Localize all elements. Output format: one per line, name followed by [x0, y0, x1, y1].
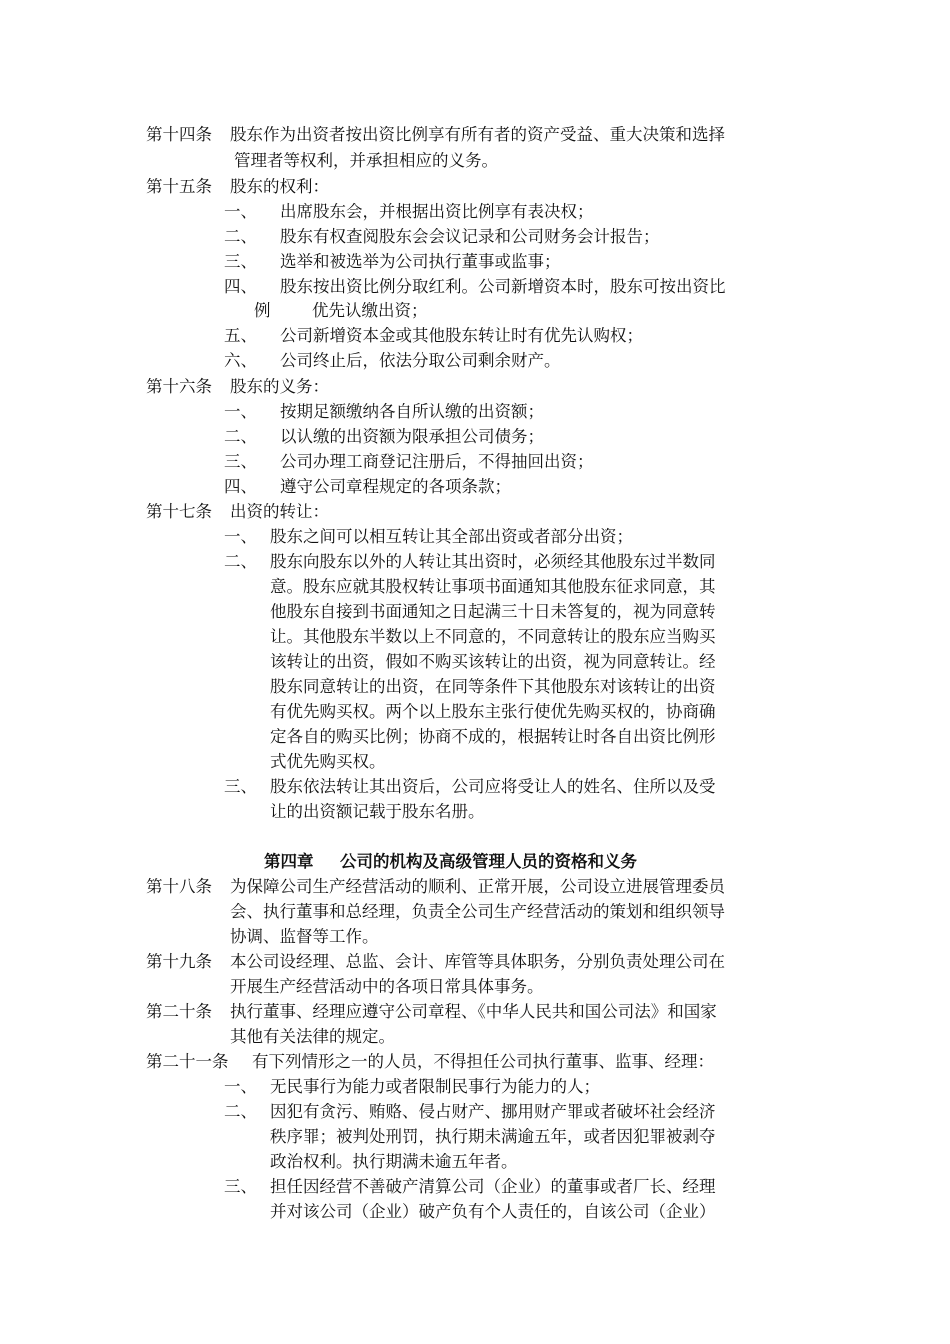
list-item-text: 让的出资额记载于股东名册。 — [270, 802, 485, 821]
article-19-label: 第十九条 — [146, 952, 212, 971]
list-item-number: 四、 — [224, 477, 257, 496]
list-item-text: 并对该公司（企业）破产负有个人责任的，自该公司（企业） — [270, 1202, 716, 1221]
article-19-line: 开展生产经营活动中的各项日常具体事务。 — [230, 977, 544, 996]
article-18-label: 第十八条 — [146, 877, 212, 896]
list-item-number: 二、 — [224, 227, 257, 246]
list-item-number: 一、 — [224, 527, 257, 546]
article-15-label: 第十五条 — [146, 177, 212, 196]
chapter-4-label: 第四章 — [264, 852, 314, 871]
list-item-number: 三、 — [224, 252, 257, 271]
list-item-text: 遵守公司章程规定的各项条款； — [280, 477, 511, 496]
list-item-number: 三、 — [224, 777, 257, 796]
list-item-number: 一、 — [224, 1077, 257, 1096]
list-item-number: 一、 — [224, 202, 257, 221]
list-item-number: 四、 — [224, 277, 257, 296]
list-item-text: 按期足额缴纳各自所认缴的出资额； — [280, 402, 544, 421]
list-item-text: 秩序罪；被判处刑罚，执行期未满逾五年，或者因犯罪被剥夺 — [270, 1127, 716, 1146]
list-item-text: 该转让的出资，假如不购买该转让的出资，视为同意转让。经 — [270, 652, 716, 671]
article-18-line: 会、执行董事和总经理，负责全公司生产经营活动的策划和组织领导 — [230, 902, 725, 921]
list-item-text: 股东依法转让其出资后，公司应将受让人的姓名、住所以及受 — [270, 777, 716, 796]
list-item-text: 担任因经营不善破产清算公司（企业）的董事或者厂长、经理 — [270, 1177, 716, 1196]
chapter-4-title: 公司的机构及高级管理人员的资格和义务 — [340, 852, 637, 871]
article-20-line: 执行董事、经理应遵守公司章程、《中华人民共和国公司法》和国家 — [230, 1002, 717, 1021]
list-item-number: 二、 — [224, 427, 257, 446]
article-21-label: 第二十一条 — [146, 1052, 229, 1071]
article-14-line: 管理者等权利，并承担相应的义务。 — [234, 151, 498, 170]
list-item-number: 三、 — [224, 1177, 257, 1196]
list-item-number: 一、 — [224, 402, 257, 421]
list-item-number: 二、 — [224, 1102, 257, 1121]
list-item-text: 股东有权查阅股东会会议记录和公司财务会计报告； — [280, 227, 660, 246]
list-item-text: 政治权利。执行期满未逾五年者。 — [270, 1152, 518, 1171]
list-item-text: 股东向股东以外的人转让其出资时，必须经其他股东过半数同 — [270, 552, 716, 571]
article-18-line: 为保障公司生产经营活动的顺利、正常开展，公司设立进展管理委员 — [230, 877, 725, 896]
list-item-text: 股东按出资比例分取红利。公司新增资本时，股东可按出资比 — [280, 277, 726, 296]
article-21-title: 有下列情形之一的人员，不得担任公司执行董事、监事、经理： — [252, 1052, 714, 1071]
list-item-text: 公司办理工商登记注册后，不得抽回出资； — [280, 452, 594, 471]
list-item-text: 公司终止后，依法分取公司剩余财产。 — [280, 351, 561, 370]
article-18-line: 协调、监督等工作。 — [230, 927, 379, 946]
list-item-text: 因犯有贪污、贿赂、侵占财产、挪用财产罪或者破坏社会经济 — [270, 1102, 716, 1121]
article-17-title: 出资的转让： — [230, 502, 329, 521]
article-16-title: 股东的义务： — [230, 377, 329, 396]
article-20-label: 第二十条 — [146, 1002, 212, 1021]
article-14-line: 股东作为出资者按出资比例享有所有者的资产受益、重大决策和选择 — [230, 125, 725, 144]
list-item-number: 三、 — [224, 452, 257, 471]
list-item-text: 他股东自接到书面通知之日起满三十日未答复的，视为同意转 — [270, 602, 716, 621]
list-item-text: 出席股东会，并根据出资比例享有表决权； — [280, 202, 594, 221]
article-20-line: 其他有关法律的规定。 — [230, 1027, 395, 1046]
list-item-text: 有优先购买权。两个以上股东主张行使优先购买权的，协商确 — [270, 702, 716, 721]
list-item-text: 公司新增资本金或其他股东转让时有优先认购权； — [280, 326, 643, 345]
list-item-number: 五、 — [224, 326, 257, 345]
article-16-label: 第十六条 — [146, 377, 212, 396]
list-item-text: 股东同意转让的出资，在同等条件下其他股东对该转让的出资 — [270, 677, 716, 696]
article-19-line: 本公司设经理、总监、会计、库管等具体职务，分别负责处理公司在 — [230, 952, 725, 971]
list-item-text: 定各自的购买比例；协商不成的，根据转让时各自出资比例形 — [270, 727, 716, 746]
article-17-label: 第十七条 — [146, 502, 212, 521]
list-item-number: 二、 — [224, 552, 257, 571]
article-15-title: 股东的权利： — [230, 177, 329, 196]
list-item-text: 例 — [254, 301, 271, 320]
list-item-text: 股东之间可以相互转让其全部出资或者部分出资； — [270, 527, 633, 546]
list-item-number: 六、 — [224, 351, 257, 370]
list-item-text: 优先认缴出资； — [312, 301, 428, 320]
list-item-text: 无民事行为能力或者限制民事行为能力的人； — [270, 1077, 600, 1096]
list-item-text: 式优先购买权。 — [270, 752, 386, 771]
article-14-label: 第十四条 — [146, 125, 212, 144]
list-item-text: 让。其他股东半数以上不同意的，不同意转让的股东应当购买 — [270, 627, 716, 646]
list-item-text: 意。股东应就其股权转让事项书面通知其他股东征求同意，其 — [270, 577, 716, 596]
list-item-text: 选举和被选举为公司执行董事或监事； — [280, 252, 561, 271]
list-item-text: 以认缴的出资额为限承担公司债务； — [280, 427, 544, 446]
